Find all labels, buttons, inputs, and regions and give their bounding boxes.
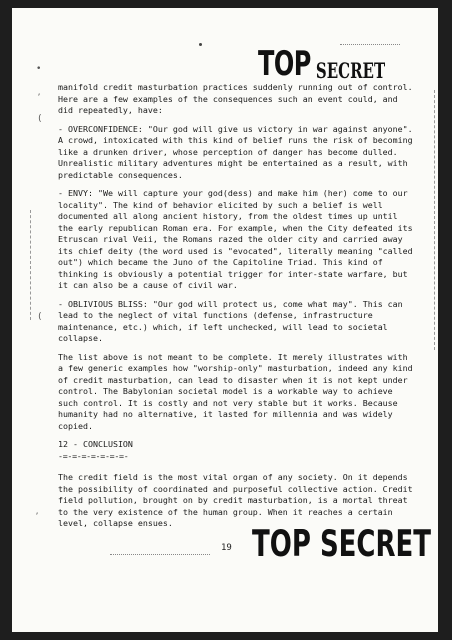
top-secret-stamp-header xyxy=(258,44,385,83)
scan-edge-line xyxy=(434,90,435,350)
scan-speck xyxy=(199,43,202,46)
section-heading: 12 - CONCLUSION xyxy=(58,439,133,449)
document-body xyxy=(58,82,414,537)
scan-edge-line xyxy=(30,210,31,320)
body-paragraph: manifold credit masturbation practices suddenly running out of control. Here are a few examples of the consequences such an event could, and did repeatedly, have: xyxy=(58,82,413,115)
margin-mark: ⸴ xyxy=(36,508,39,518)
page-number: 19 xyxy=(221,543,232,553)
body-paragraph-overconfidence: - OVERCONFIDENCE: "Our god will give us victory in war against anyone". A crowd, intoxicated with this kind of belief runs the risk of becoming like a drunken driver, whose perception of danger has become dulled. Unrealistic military adventures might be entertained as a result, with predictable consequences. xyxy=(58,123,413,180)
body-paragraph: The list above is not meant to be complete. It merely illustrates with a few generic examples how "worship-only" masturbation, indeed any kind of credit masturbation, can lead to disaster when it is not kept under control. The Babylonian societal model is a workable way to achieve such control. It is costly and not very stable but it works. Because humanity had no alternative, it lasted for millennia and was widely copied. xyxy=(58,351,413,431)
conclusion-paragraph: The credit field is the most vital organ of any society. On it depends the possibility of coordinated and purposeful collective action. Credit field pollution, brought on by credit masturbation, is a mortal threat to the very existence of the human group. When it reaches a certain level, collapse ensues. xyxy=(58,472,413,528)
stamp-top-word: TOP xyxy=(258,44,311,84)
body-paragraph-envy: - ENVY: "We will capture your god(dess) and make him (her) come to our locality". The kind of behavior elicited by such a belief is well documented all along ancient history, from the oldest times up until the early republican Roman era. For example, when the City defeated its Etruscan rival Veii, the Romans razed the older city and carried away its chief deity (the word used is "evocated", literally meaning "called out") which became the Juno of the Capitoline Triad. This kind of thinking is obviously a potential trigger for inter-state warfare, but it can also be a cause of civil war. xyxy=(58,188,413,290)
stamp-secret-word: SECRET xyxy=(315,58,386,84)
scan-dotted-line xyxy=(110,554,210,555)
margin-mark: ⸴ xyxy=(38,89,41,99)
top-secret-stamp-footer: TOP SECRET xyxy=(252,524,432,566)
margin-mark: • xyxy=(36,64,42,74)
body-paragraph-oblivious-bliss: - OBLIVIOUS BLISS: "Our god will protect us, come what may". This can lead to the neglect of vital functions (defense, infrastructure maintenance, etc.) which, if left unchecked, will lead to societal collapse. xyxy=(58,298,403,343)
section-underline: -=-=-=-=-=-=-=- xyxy=(58,450,129,461)
margin-mark: ( xyxy=(37,312,43,322)
margin-mark: ( xyxy=(37,114,43,124)
